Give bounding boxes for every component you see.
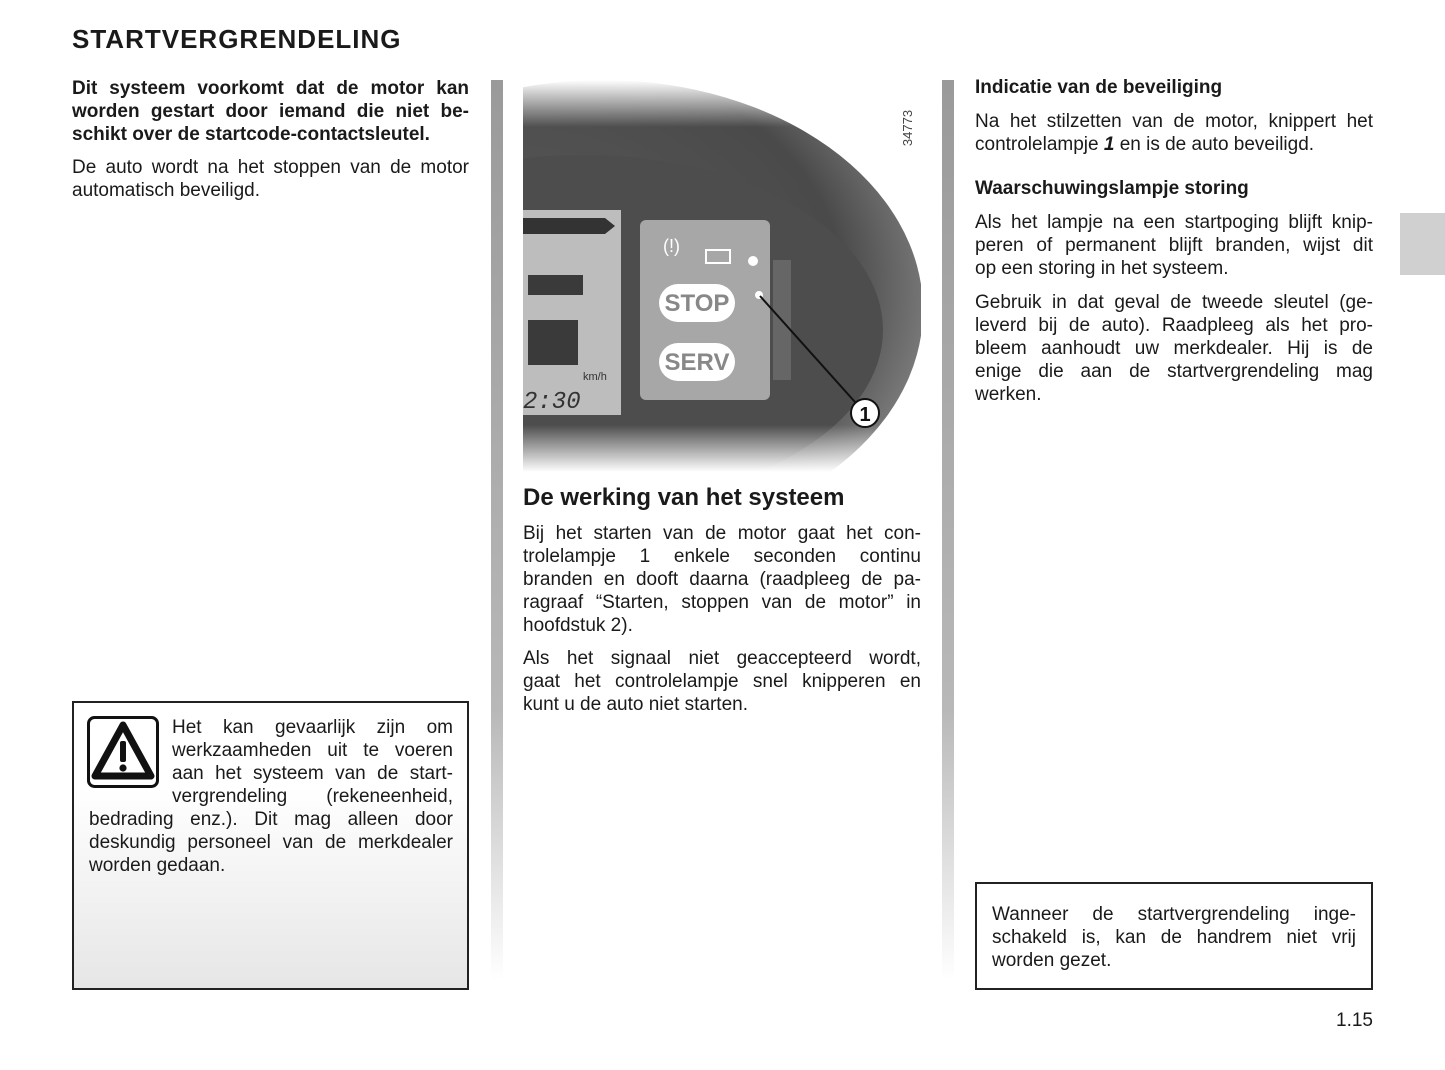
page-number: 1.15 <box>1336 1010 1373 1031</box>
text-line: hoofdstuk 2). <box>523 615 633 636</box>
chapter-tab <box>1400 213 1445 275</box>
text-line: Als het lampje na een startpoging blijft knip- <box>975 212 1373 233</box>
text-line: peren of permanent blijft branden, wijst dit <box>975 235 1373 256</box>
text-line: werkzaamheden uit te voeren <box>172 740 453 761</box>
text-line: worden gedaan. <box>89 855 226 876</box>
serv-button-label: SERV <box>664 349 730 376</box>
text-line: Wanneer de startvergrendeling inge- <box>992 904 1356 925</box>
text-line: automatisch beveiligd. <box>72 180 260 201</box>
text-line: branden en dooft daarna (raadpleeg de pa- <box>523 569 921 590</box>
warning-triangle-icon <box>87 716 159 788</box>
page-title: STARTVERGRENDELING <box>72 24 402 54</box>
text-line: gaat het controlelampje snel knipperen en <box>523 671 921 692</box>
right-paragraph-2 <box>975 211 1373 280</box>
text-line: trolelampje 1 enkele seconden continu <box>523 546 921 567</box>
text-line: controlelampje 1 en is de auto beveiligd. <box>975 134 1315 155</box>
text-line: bleem aanhoudt uw merkdealer. Hij is de <box>975 338 1373 359</box>
text-line: Als het signaal niet geaccepteerd wordt, <box>523 648 921 669</box>
text-line: ragraaf “Starten, stoppen van de motor” in <box>523 592 921 613</box>
text-line: Na het stilzetten van de motor, knippert het <box>975 111 1373 132</box>
subheading-indication: Indicatie van de beveiliging <box>975 77 1223 98</box>
column-divider <box>491 80 503 980</box>
text-line: Het kan gevaarlijk zijn om <box>172 717 453 738</box>
clock-display: 2:30 <box>523 389 581 416</box>
text-line: aan het systeem van de start- <box>172 763 453 784</box>
figure-reference-number: 34773 <box>900 109 915 147</box>
warning-box <box>72 701 469 990</box>
text-line: vergrendeling (rekeneenheid, <box>172 786 453 807</box>
stop-button-label: STOP <box>664 290 730 317</box>
text-line: bedrading enz.). Dit mag alleen door <box>89 809 453 830</box>
warning-text <box>89 808 453 877</box>
text-line: op een storing in het systeem. <box>975 258 1229 279</box>
text-line: Gebruik in dat geval de tweede sleutel (ge- <box>975 292 1373 313</box>
text-line: leverd bij de auto). Raadpleeg als het pro- <box>975 315 1373 336</box>
text-line: worden gestart door iemand die niet be- <box>72 101 469 122</box>
warning-text-indented <box>172 716 453 808</box>
text-line: werken. <box>975 384 1042 405</box>
brake-warning-icon: (!) <box>663 236 680 256</box>
speed-unit: km/h <box>583 371 607 383</box>
column-divider <box>942 80 954 980</box>
callout-1: 1 <box>859 404 871 426</box>
text-line: schakeld is, kan de handrem niet vrij <box>992 927 1356 948</box>
text-line: schikt over de startcode-contactsleutel. <box>72 124 430 145</box>
section-heading: De werking van het systeem <box>523 484 845 511</box>
note-text <box>992 903 1356 972</box>
text-line: Dit systeem voorkomt dat de motor kan <box>72 78 469 99</box>
right-paragraph-1 <box>975 110 1373 156</box>
middle-paragraph-1 <box>523 522 921 637</box>
intro-paragraph <box>72 156 469 202</box>
text-line: worden gezet. <box>992 950 1112 971</box>
text-line: De auto wordt na het stoppen van de motor <box>72 157 469 178</box>
subheading-warning-light: Waarschuwingslampje storing <box>975 178 1249 199</box>
text-line: Bij het starten van de motor gaat het con- <box>523 523 921 544</box>
instrument-cluster-figure <box>523 80 921 472</box>
middle-paragraph-2 <box>523 647 921 716</box>
airbag-icon <box>748 256 758 266</box>
right-paragraph-3 <box>975 291 1373 406</box>
note-box <box>975 882 1373 990</box>
text-line: deskundig personeel van de merkdealer <box>89 832 453 853</box>
intro-bold-paragraph <box>72 77 469 146</box>
text-line: enige die aan de startvergrendeling mag <box>975 361 1373 382</box>
text-line: kunt u de auto niet starten. <box>523 694 748 715</box>
